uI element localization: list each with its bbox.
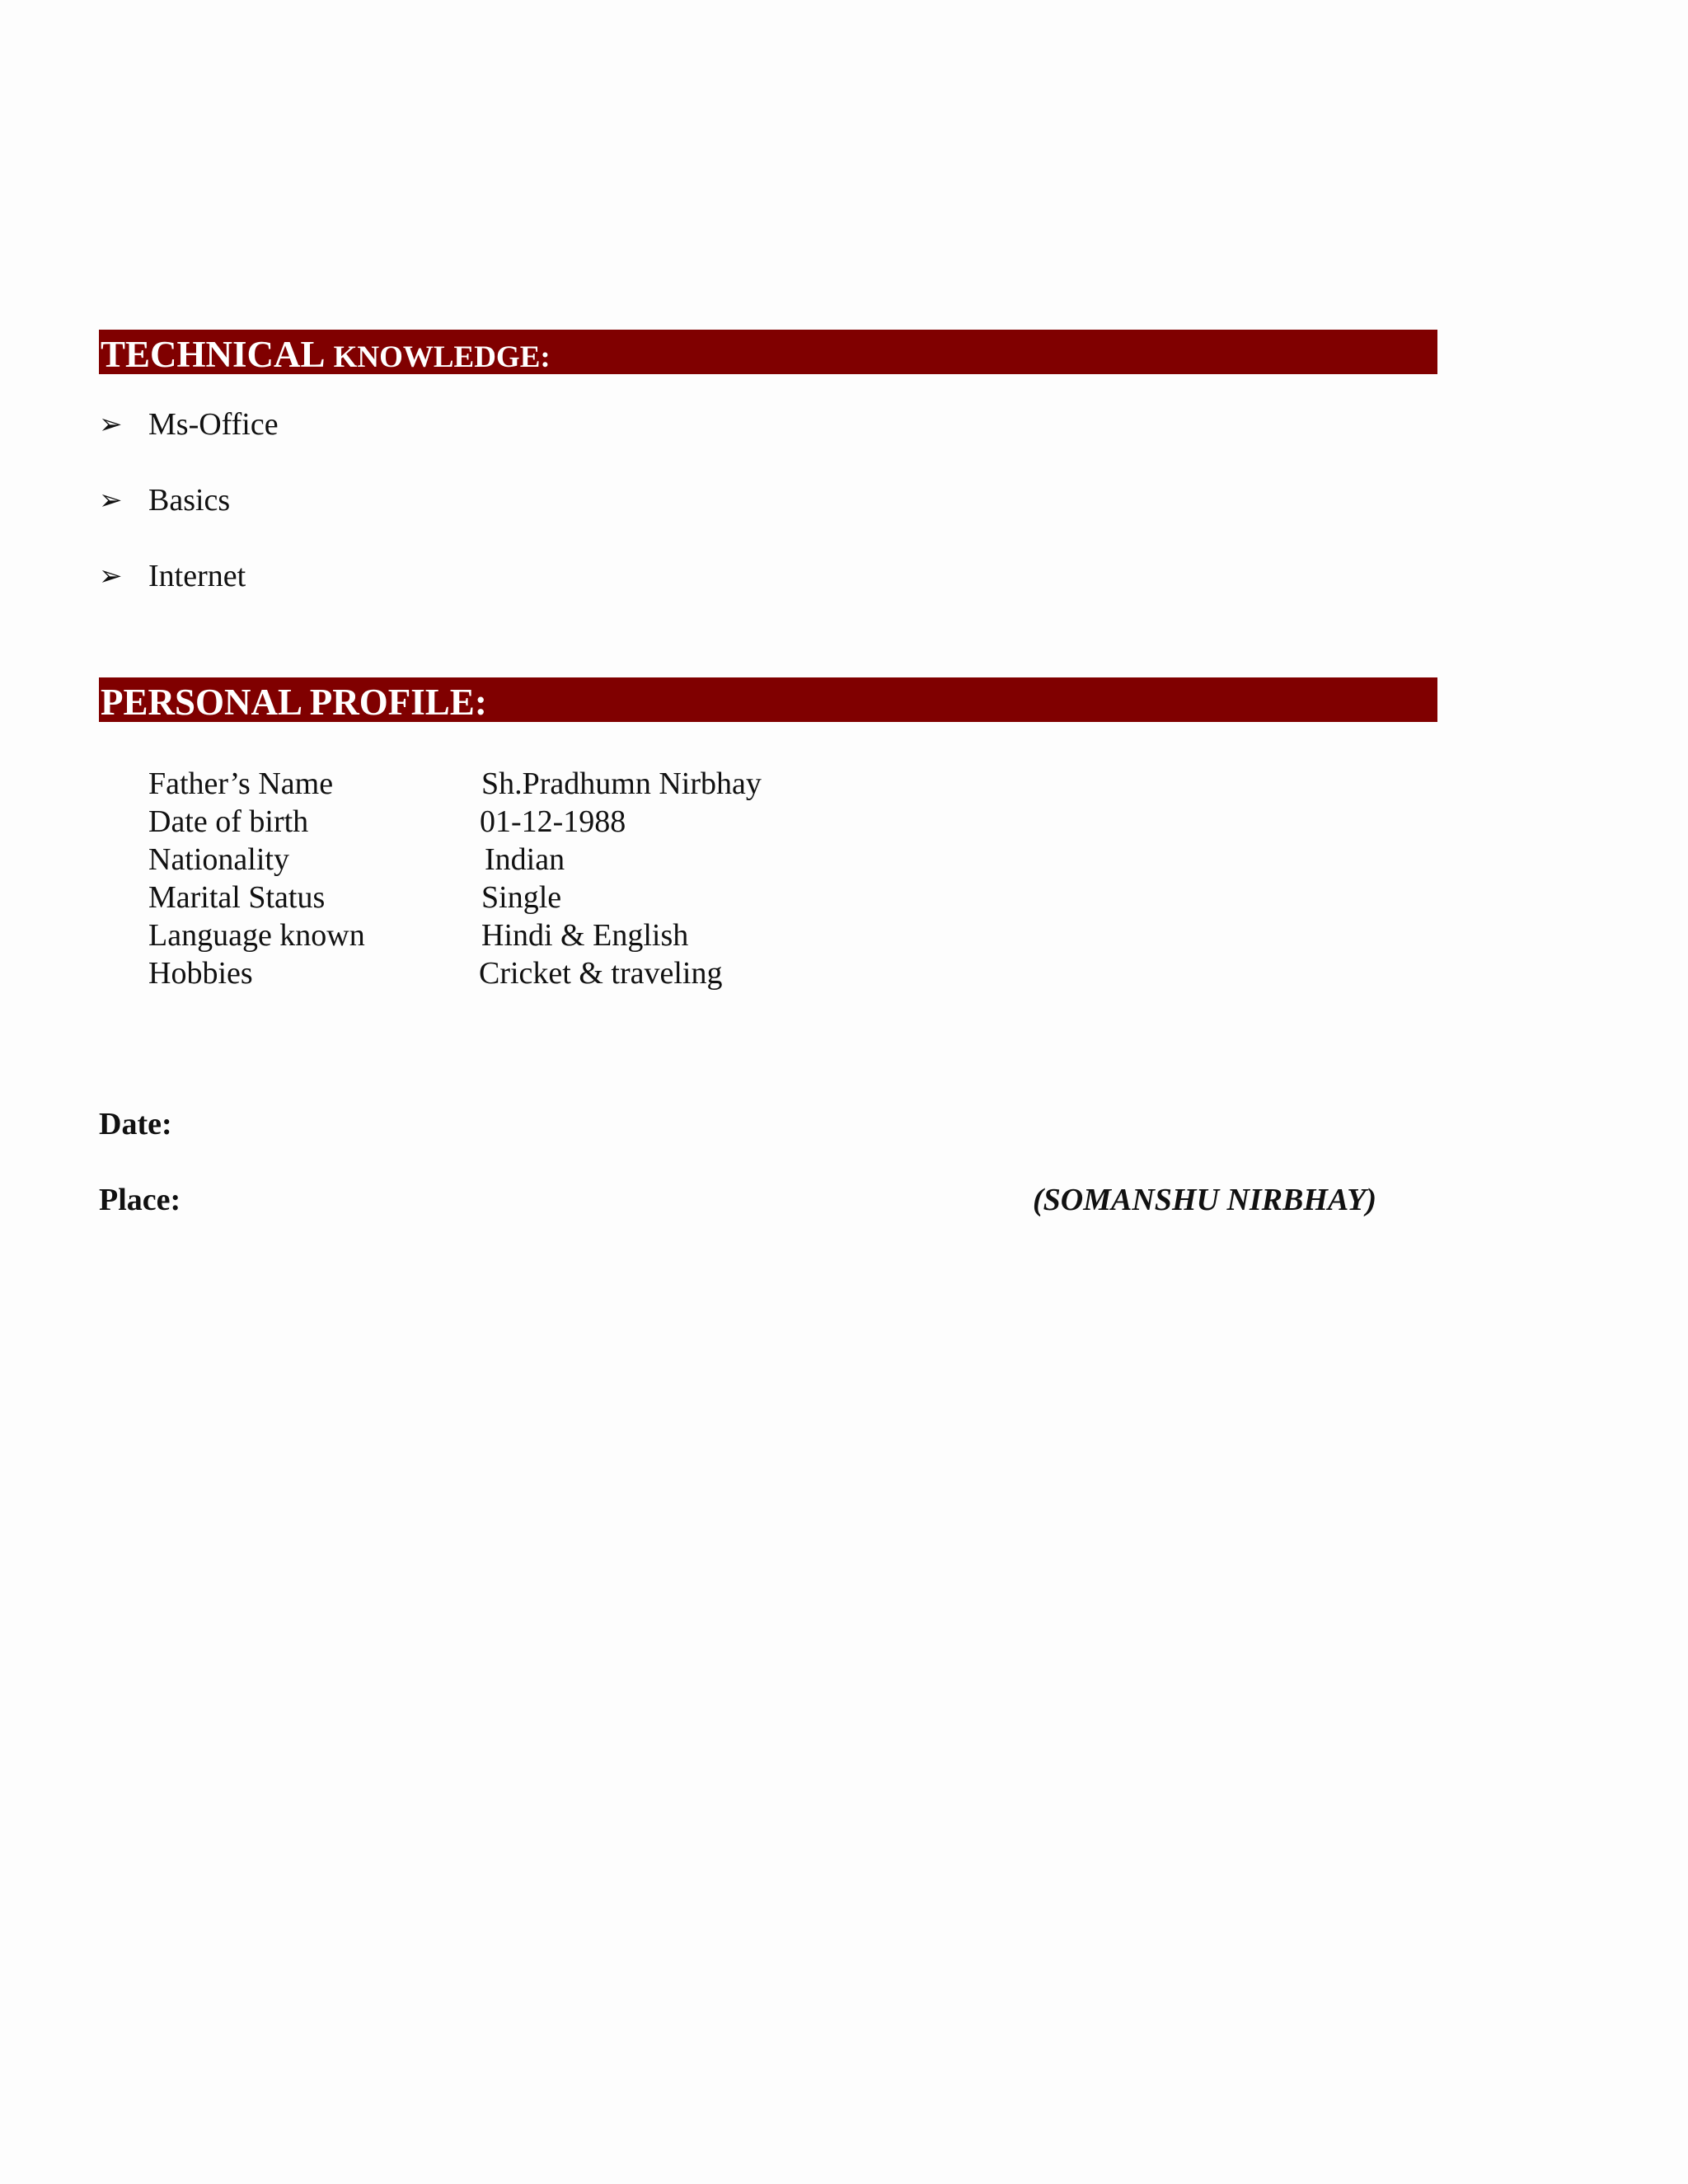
skill-label: Internet: [148, 559, 246, 593]
profile-label: Father’s Name: [148, 766, 334, 801]
personal-profile-heading: [99, 677, 1437, 722]
technical-knowledge-heading: [99, 330, 1437, 374]
arrowhead-bullet-icon: ➢: [99, 560, 123, 593]
profile-label: Date of birth: [148, 804, 309, 839]
profile-label: Nationality: [148, 842, 289, 877]
profile-label: Hobbies: [148, 956, 253, 991]
date-label: Date:: [99, 1107, 172, 1141]
list-item: [99, 404, 279, 480]
profile-value: Cricket & traveling: [479, 956, 723, 991]
arrowhead-bullet-icon: ➢: [99, 484, 123, 517]
arrowhead-bullet-icon: ➢: [99, 408, 123, 441]
technical-heading-sub: KNOWLEDGE:: [333, 340, 551, 374]
technical-skills-list: [99, 404, 279, 631]
skill-label: Basics: [148, 483, 231, 518]
skill-label: Ms-Office: [148, 407, 279, 442]
signature-name: (SOMANSHU NIRBHAY): [1033, 1183, 1377, 1217]
place-label: Place:: [99, 1183, 181, 1217]
profile-value: Indian: [485, 842, 565, 877]
profile-heading-text: PERSONAL PROFILE:: [101, 682, 487, 722]
list-item: [99, 480, 279, 555]
profile-label: Marital Status: [148, 880, 326, 915]
profile-value: Single: [481, 880, 562, 915]
profile-label: Language known: [148, 918, 365, 953]
profile-value: Hindi & English: [481, 918, 689, 953]
list-item: [99, 555, 279, 631]
profile-value: Sh.Pradhumn Nirbhay: [481, 766, 762, 801]
technical-heading-main: TECHNICAL: [101, 334, 326, 374]
profile-value: 01-12-1988: [480, 804, 626, 839]
